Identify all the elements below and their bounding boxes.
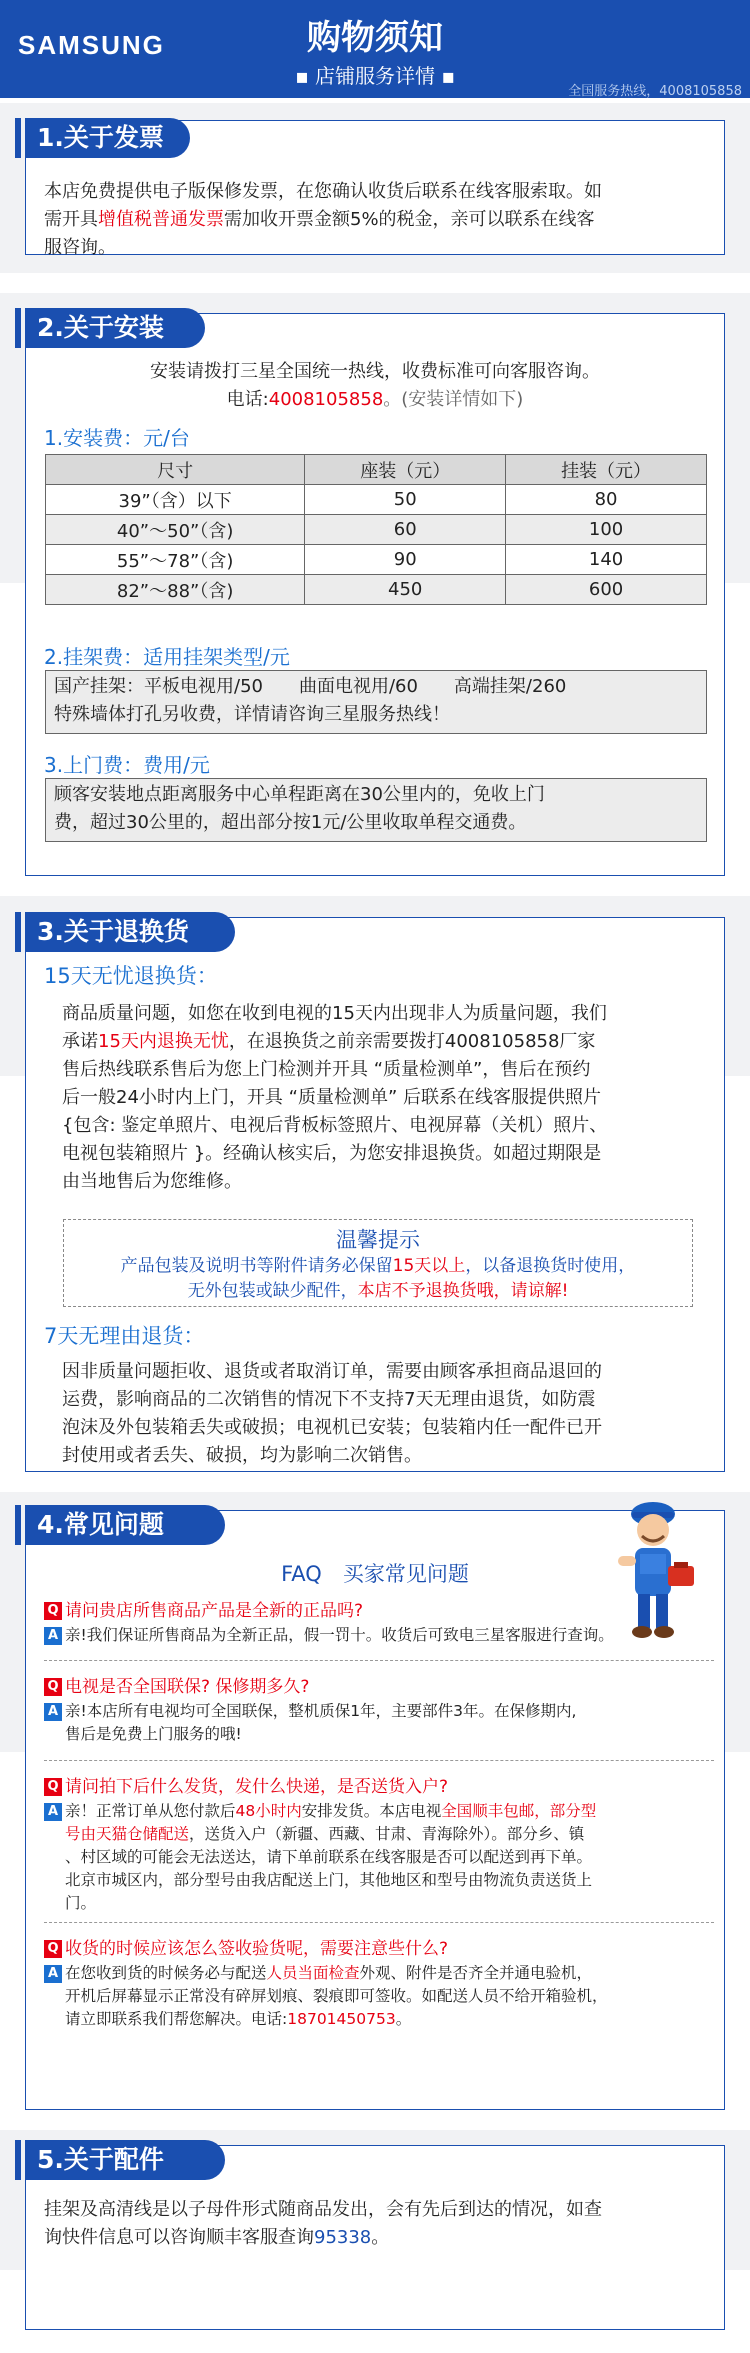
faq-answer: A 亲!我们保证所售商品为全新正品，假一罚十。收货后可致电三星客服进行查询。 <box>44 1624 714 1647</box>
answer-icon: A <box>44 1703 62 1721</box>
install-intro: 安装请拨打三星全国统一热线，收费标准可向客服咨询。 电话:4008105858。(安装详情如下) <box>150 361 600 410</box>
table-cell: 450 <box>305 575 506 605</box>
faq-question: Q 请问贵店所售商品产品是全新的正品吗? <box>44 1596 363 1621</box>
table-cell: 50 <box>305 485 506 515</box>
invoice-text: 本店免费提供电子版保修发票，在您确认收货后联系在线客服索取。如 需开具增值税普通发票需加收开票金额5%的税金，亲可以联系在线客 服咨询。 <box>44 181 602 258</box>
answer-icon: A <box>44 1965 62 1983</box>
table-header: 挂装（元） <box>506 455 707 485</box>
page-subtitle: ▪ 店铺服务详情 ▪ <box>295 64 455 88</box>
table-cell: 60 <box>305 515 506 545</box>
table-cell: 90 <box>305 545 506 575</box>
faq-answer: A 亲!本店所有电视均可全国联保，整机质保1年，主要部件3年。在保修期内, 售后是免费上门服务的哦! <box>44 1700 714 1746</box>
samsung-logo: SAMSUNG <box>18 30 165 60</box>
question-icon: Q <box>44 1778 62 1796</box>
warm-tip-box: 温馨提示 产品包装及说明书等附件请务必保留15天以上，以备退换货时使用， 无外包装或缺少配件，本店不予退换货哦，请谅解! <box>63 1219 693 1307</box>
table-header: 座装（元） <box>305 455 506 485</box>
table-cell: 80 <box>506 485 707 515</box>
question-icon: Q <box>44 1940 62 1958</box>
accessories-text: 挂架及高清线是以子母件形式随商品发出，会有先后到达的情况，如查 询快件信息可以咨询顺丰客服查询95338。 <box>44 2199 602 2248</box>
faq-question: Q 请问拍下后什么发货，发什么快递，是否送货入户? <box>44 1772 448 1797</box>
seven-day-text: 因非质量问题拒收、退货或者取消订单，需要由顾客承担商品退回的 运费，影响商品的二次销售的情况下不支持7天无理由退货，如防震 泡沫及外包装箱丢失或破损；电视机已安装；包装箱内任一配件已开 封使用或者丢失、破损，均为影响二次销售。 <box>62 1361 602 1466</box>
fifteen-day-text: 商品质量问题，如您在收到电视的15天内出现非人为质量问题，我们 承诺15天内退换无忧，在退换货之前亲需要拨打4008105858厂家 售后热线联系售后为您上门检测并开具 “质量检测单”，售后在预约 后一般24小时内上门，开具 “质量检测单” 后联系在线客服提供照片 {包含: 鉴定单照片、电视后背板标签照片、电视屏幕（关机）照片、 电视包装箱照片 }。经确认核实后，为您安排退换货。如超过期限是 由当地售后为您维修。 <box>62 1003 608 1192</box>
answer-icon: A <box>44 1627 62 1645</box>
table-header: 尺寸 <box>46 455 305 485</box>
table-cell: 39”（含）以下 <box>46 485 305 515</box>
table-cell: 82”～88”（含) <box>46 575 305 605</box>
faq-heading: FAQ 买家常见问题 <box>281 1562 469 1586</box>
install-phone: 4008105858 <box>268 389 384 410</box>
faq-divider <box>44 1760 714 1761</box>
fifteen-day-heading: 15天无忧退换货： <box>44 964 218 988</box>
bracket-fee-box: 国产挂架：平板电视用/50 曲面电视用/60 高端挂架/260 特殊墙体打孔另收费，详情请咨询三星服务热线！ <box>45 670 707 734</box>
faq-divider <box>44 1660 714 1661</box>
install-fee-heading: 1.安装费：元/台 <box>44 426 190 450</box>
table-cell: 600 <box>506 575 707 605</box>
section-accessories-title: 5.关于配件 <box>25 2140 225 2180</box>
bracket-fee-heading: 2.挂架费：适用挂架类型/元 <box>44 645 290 669</box>
section-invoice-title: 1.关于发票 <box>25 118 190 158</box>
service-hotline: 全国服务热线，4008105858 <box>568 84 742 99</box>
faq-question: Q 收货的时候应该怎么签收验货呢，需要注意些什么? <box>44 1934 448 1959</box>
visit-fee-box: 顾客安装地点距离服务中心单程距离在30公里内的，免收上门 费，超过30公里的，超出部分按1元/公里收取单程交通费。 <box>45 778 707 842</box>
seven-day-heading: 7天无理由退货： <box>44 1324 205 1348</box>
faq-divider <box>44 1922 714 1923</box>
page-header <box>0 0 750 98</box>
answer-icon: A <box>44 1803 62 1821</box>
warm-tip-title: 温馨提示 <box>336 1228 420 1252</box>
contact-phone: 18701450753 <box>287 2010 396 2028</box>
section-install-title: 2.关于安装 <box>25 308 205 348</box>
table-cell: 100 <box>506 515 707 545</box>
page-title: 购物须知 <box>307 18 443 58</box>
install-fee-table <box>45 454 707 605</box>
table-cell: 140 <box>506 545 707 575</box>
question-icon: Q <box>44 1678 62 1696</box>
faq-answer: A 亲！正常订单从您付款后48小时内安排发货。本店电视全国顺丰包邮，部分型 号由天猫仓储配送，送货入户（新疆、西藏、甘肃、青海除外）。部分乡、镇 、村区域的可能会无法送达，请下单前联系在线客服是否可以配送到再下单。 北京市城区内，部分型号由我店配送上门，其他地区和型号由物流负责送货上 门。 <box>44 1800 714 1915</box>
vat-invoice-label: 增值税普通发票 <box>98 209 224 230</box>
visit-fee-heading: 3.上门费：费用/元 <box>44 753 210 777</box>
table-cell: 40”～50”（含) <box>46 515 305 545</box>
section-return-title: 3.关于退换货 <box>25 912 235 952</box>
table-cell: 55”～78”（含) <box>46 545 305 575</box>
section-faq-title: 4.常见问题 <box>25 1505 225 1545</box>
question-icon: Q <box>44 1602 62 1620</box>
faq-answer: A 在您收到货的时候务必与配送人员当面检查外观、附件是否齐全并通电验机， 开机后屏幕显示正常没有碎屏划痕、裂痕即可签收。如配送人员不给开箱验机， 请立即联系我们帮您解决。电话:18701450753。 <box>44 1962 714 2031</box>
faq-question: Q 电视是否全国联保? 保修期多久? <box>44 1672 309 1697</box>
sf-hotline: 95338 <box>314 2227 372 2248</box>
